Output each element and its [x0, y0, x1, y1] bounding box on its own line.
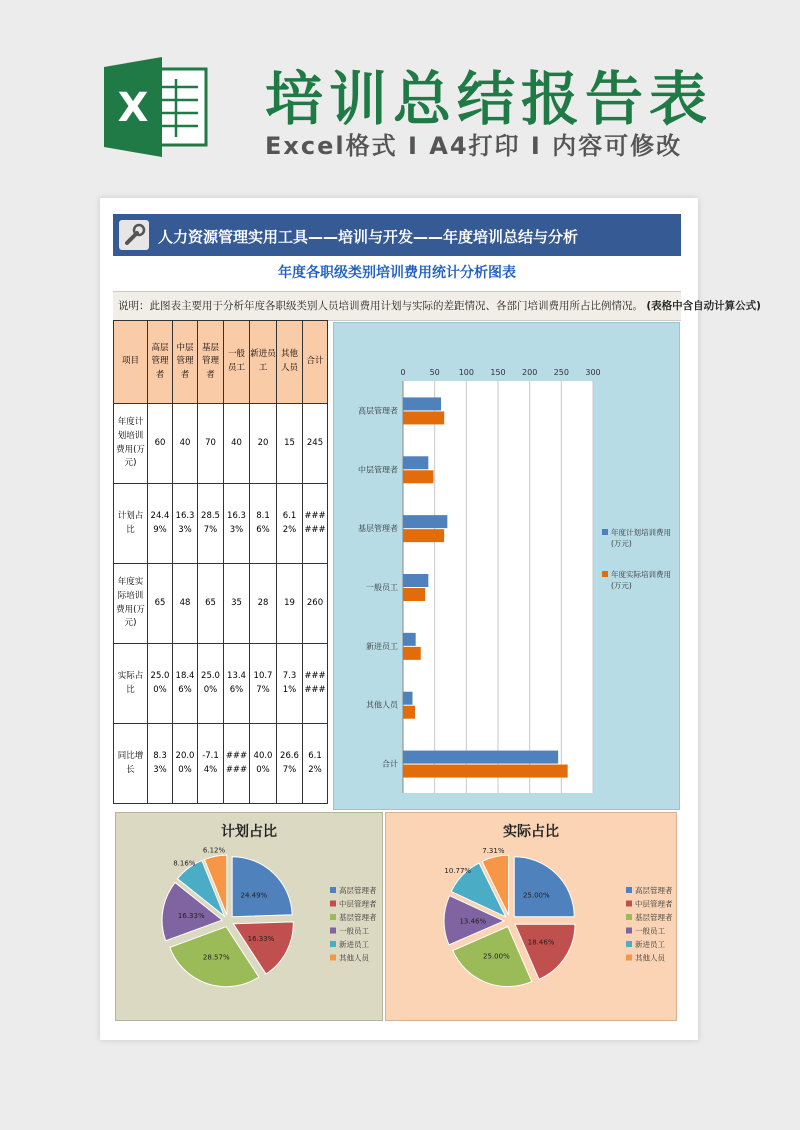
y-tick-label: 合计	[382, 759, 398, 769]
table-cell[interactable]: 40.00%	[250, 724, 277, 804]
table-cell[interactable]: 65	[148, 564, 173, 644]
x-tick-label: 100	[458, 368, 474, 377]
legend-label: 年度计划培训费用(万元)	[611, 528, 671, 548]
table-cell[interactable]: 6.12%	[303, 724, 328, 804]
legend-swatch	[602, 571, 608, 577]
table-cell[interactable]: 48	[173, 564, 198, 644]
note-text	[118, 298, 761, 313]
bar	[403, 633, 416, 646]
page-subtitle: Excel格式 I A4打印 I 内容可修改	[265, 132, 683, 160]
legend-label: 年度实际培训费用(万元)	[611, 570, 671, 590]
plan-pie-panel	[115, 812, 383, 1021]
table-cell[interactable]: 28.57%	[198, 484, 224, 564]
table-header-cell: 新进员工	[250, 321, 277, 404]
legend-swatch	[330, 955, 336, 961]
table-cell[interactable]: 18.46%	[173, 644, 198, 724]
bar	[403, 751, 558, 764]
legend-label: 基层管理者	[635, 913, 673, 922]
x-tick-label: 50	[429, 368, 440, 377]
bar	[403, 692, 413, 705]
table-cell[interactable]: 26.67%	[277, 724, 303, 804]
table-cell[interactable]: -7.14%	[198, 724, 224, 804]
y-tick-label: 基层管理者	[358, 524, 398, 534]
bar	[403, 411, 444, 424]
y-tick-label: 一般员工	[366, 583, 398, 592]
bar	[403, 397, 441, 410]
table-cell[interactable]: 19	[277, 564, 303, 644]
table-cell[interactable]: 8.16%	[250, 484, 277, 564]
legend-swatch	[626, 928, 632, 934]
table-cell[interactable]: 6.12%	[277, 484, 303, 564]
pie-slice	[232, 857, 292, 917]
table-cell[interactable]: 40	[224, 404, 250, 484]
table-header-cell: 其他人员	[277, 321, 303, 404]
table-cell[interactable]: 10.77%	[250, 644, 277, 724]
table-row	[114, 564, 328, 644]
bar	[403, 588, 425, 601]
pie-title: 计划占比	[221, 824, 277, 840]
table-row-label: 实际占比	[114, 644, 148, 724]
tools-icon	[119, 220, 149, 250]
legend-label: 高层管理者	[635, 886, 673, 895]
table-row-label: 年度计划培训费用(万元)	[114, 404, 148, 484]
legend-swatch	[626, 941, 632, 947]
legend-label: 中层管理者	[339, 899, 377, 909]
table-cell[interactable]: 40	[173, 404, 198, 484]
table-row-label: 同比增长	[114, 724, 148, 804]
legend-swatch	[330, 901, 336, 907]
table-header-cell: 高层管理者	[148, 321, 173, 404]
legend-swatch	[330, 914, 336, 920]
bar	[403, 456, 428, 469]
pie-title: 实际占比	[503, 824, 559, 840]
legend-label: 一般员工	[339, 926, 369, 936]
y-tick-label: 中层管理者	[358, 465, 398, 475]
x-tick-label: 150	[490, 368, 506, 377]
table-header-cell: 中层管理者	[173, 321, 198, 404]
table-cell[interactable]: 20	[250, 404, 277, 484]
table-header-cell: 合计	[303, 321, 328, 404]
pie-data-label: 25.00%	[522, 891, 550, 900]
table-row	[114, 404, 328, 484]
y-tick-label: 新进员工	[366, 641, 398, 651]
bar-chart-panel	[333, 322, 680, 810]
bar	[403, 470, 433, 483]
table-cell[interactable]: ######	[303, 644, 328, 724]
table-cell[interactable]: 25.00%	[198, 644, 224, 724]
table-header-cell: 项目	[114, 321, 148, 404]
bar	[403, 706, 415, 719]
table-cell[interactable]: 15	[277, 404, 303, 484]
table-cell[interactable]: 16.33%	[224, 484, 250, 564]
table-header-cell: 一般员工	[224, 321, 250, 404]
table-cell[interactable]: 25.00%	[148, 644, 173, 724]
table-row-label: 计划占比	[114, 484, 148, 564]
table-cell[interactable]: 20.00%	[173, 724, 198, 804]
y-tick-label: 高层管理者	[358, 406, 398, 416]
y-tick-label: 其他人员	[366, 700, 398, 710]
cost-table	[113, 320, 328, 804]
table-row	[114, 484, 328, 564]
legend-swatch	[330, 941, 336, 947]
plan-pie-chart	[116, 813, 382, 1020]
table-cell[interactable]: 35	[224, 564, 250, 644]
page-title: 培训总结报告表	[265, 65, 714, 133]
excel-logo	[100, 55, 210, 159]
table-cell[interactable]: 70	[198, 404, 224, 484]
x-tick-label: 0	[400, 368, 406, 377]
legend-label: 中层管理者	[635, 899, 673, 909]
bar-chart	[334, 323, 679, 809]
table-cell[interactable]: 28	[250, 564, 277, 644]
legend-label: 新进员工	[339, 940, 369, 949]
legend-label: 高层管理者	[339, 886, 377, 895]
table-row	[114, 644, 328, 724]
pie-data-label: 16.33%	[177, 912, 205, 921]
pie-data-label: 10.77%	[444, 867, 472, 876]
table-cell[interactable]: 16.33%	[173, 484, 198, 564]
banner-text: 人力资源管理实用工具——培训与开发——年度培训总结与分析	[158, 228, 579, 246]
pie-data-label: 8.16%	[173, 859, 196, 868]
legend-swatch	[626, 887, 632, 893]
pie-data-label: 7.31%	[482, 846, 505, 855]
legend-swatch	[626, 914, 632, 920]
pie-data-label: 24.49%	[240, 891, 268, 900]
table-cell[interactable]: 24.49%	[148, 484, 173, 564]
legend-label: 其他人员	[339, 953, 369, 963]
x-tick-label: 250	[553, 368, 569, 377]
table-cell[interactable]: ######	[303, 484, 328, 564]
x-tick-label: 300	[585, 368, 601, 377]
table-cell[interactable]: 8.33%	[148, 724, 173, 804]
pie-data-label: 6.12%	[202, 846, 226, 855]
pie-data-label: 25.00%	[483, 952, 510, 961]
table-cell[interactable]: ######	[224, 724, 250, 804]
table-cell[interactable]: 7.31%	[277, 644, 303, 724]
table-cell[interactable]: 245	[303, 404, 328, 484]
note-bold: (表格中含自动计算公式)	[646, 300, 761, 312]
pie-data-label: 13.46%	[459, 917, 487, 926]
note-prefix: 说明：此图表主要用于分析年度各职级类别人员培训费用计划与实际的差距情况、各部门培训费用所占比例情况。	[118, 300, 643, 312]
legend-swatch	[330, 928, 336, 934]
legend-swatch	[330, 887, 336, 893]
legend-label: 一般员工	[635, 926, 665, 936]
table-cell[interactable]: 60	[148, 404, 173, 484]
legend-swatch	[602, 529, 608, 535]
table-row	[114, 724, 328, 804]
legend-label: 基层管理者	[339, 913, 377, 922]
sheet-chart-title: 年度各职级类别培训费用统计分析图表	[278, 265, 516, 281]
table-cell[interactable]: 13.46%	[224, 644, 250, 724]
bar	[403, 647, 421, 660]
excel-logo-letter: X	[117, 85, 149, 131]
x-tick-label: 200	[522, 368, 538, 377]
pie-data-label: 18.46%	[527, 938, 555, 947]
legend-label: 新进员工	[635, 940, 665, 949]
pie-data-label: 16.33%	[247, 935, 275, 944]
table-cell[interactable]: 260	[303, 564, 328, 644]
legend-label: 其他人员	[635, 953, 665, 963]
actual-pie-panel	[385, 812, 677, 1021]
bar	[403, 765, 568, 778]
legend-swatch	[626, 901, 632, 907]
table-header-row	[114, 321, 328, 404]
bar	[403, 529, 444, 542]
pie-slice	[514, 857, 574, 917]
table-header-cell: 基层管理者	[198, 321, 224, 404]
bar	[403, 574, 428, 587]
table-cell[interactable]: 65	[198, 564, 224, 644]
table-row-label: 年度实际培训费用(万元)	[114, 564, 148, 644]
pie-data-label: 28.57%	[202, 953, 230, 962]
bar	[403, 515, 447, 528]
actual-pie-chart	[386, 813, 676, 1020]
legend-swatch	[626, 955, 632, 961]
